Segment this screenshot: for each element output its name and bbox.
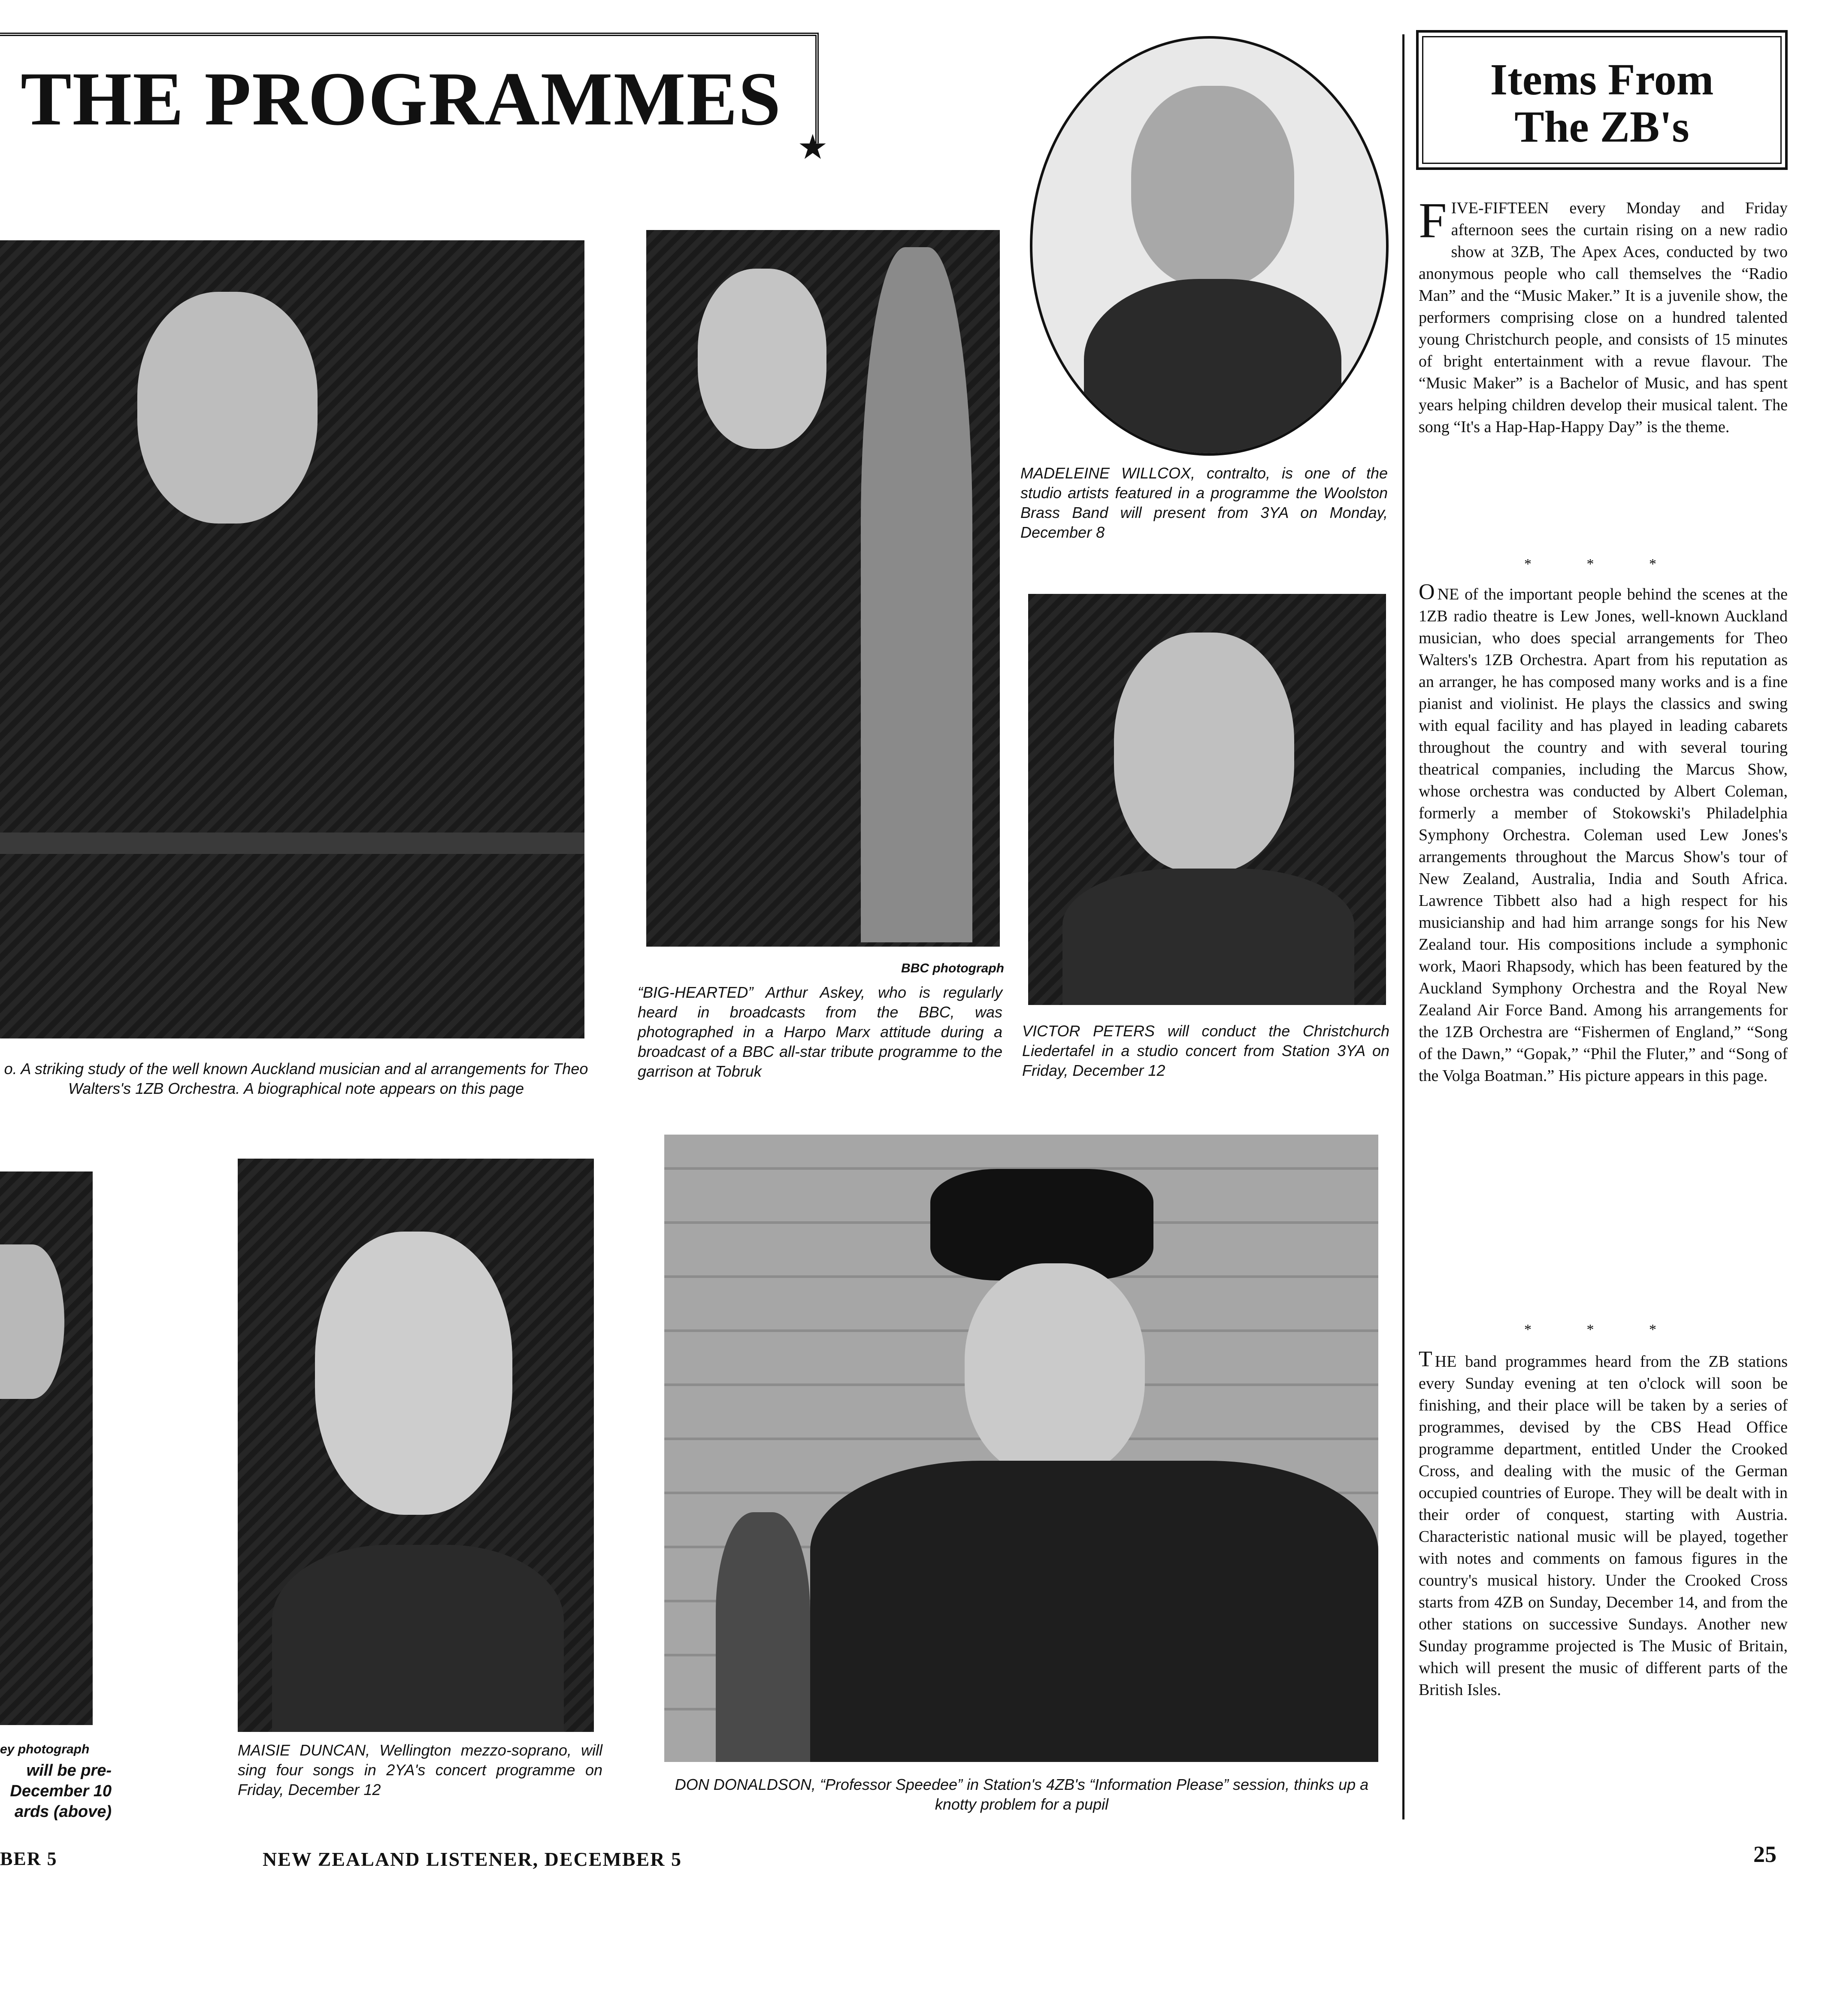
left-photo-credit: ey photograph <box>0 1742 90 1756</box>
caption-partial-left: will be pre- December 10 ards (above) <box>10 1762 112 1821</box>
page-number: 25 <box>1753 1841 1777 1867</box>
sidebar-title-line2: The ZB's <box>1514 102 1689 151</box>
photo-maisie-duncan <box>238 1159 594 1732</box>
photo-lew-jones <box>0 240 584 1038</box>
sidebar-title-line1: Items From <box>1490 55 1714 104</box>
sidebar-paragraph-1 <box>1419 192 1788 438</box>
sidebar-title-box <box>1416 30 1788 170</box>
separator-2: * * * <box>1524 1322 1682 1338</box>
page-title: THE PROGRAMMES <box>21 56 782 141</box>
dropcap-f: F <box>1419 192 1447 248</box>
sidebar-paragraph-3-text: HE band programmes heard from the ZB stations every Sunday evening at ten o'clock will soon be finishing, and their place will be taken by a series of programmes, devised by the CBS Head Office programme department, entitled Under the Crooked Cross, and dealing with the music of the German occupied countries of Europe. They will be dealt with in their order of conquest, starting with Austria. Characteristic national music will be played, together with notes and comments on famous figures in the country's musical history. Under the Crooked Cross starts from 4ZB on Sunday, December 14, and from the other stations on successive Sundays. Another new Sunday programme projected is The Music of Britain, which will present the music of different parts of the British Isles. <box>1419 1353 1788 1699</box>
lead-t: T <box>1419 1347 1432 1371</box>
footer-left: BER 5 <box>0 1848 58 1869</box>
caption-arthur-askey: “BIG-HEARTED” Arthur Askey, who is regularly heard in broadcasts from the BBC, was photographed in a Harpo Marx attitude during a broadcast of a BBC all-star tribute programme to the garrison at Tobruk <box>638 984 1002 1080</box>
caption-maisie-duncan: MAISIE DUNCAN, Wellington mezzo-soprano, will sing four songs in 2YA's concert programme on Friday, December 12 <box>238 1741 602 1798</box>
caption-victor-peters: VICTOR PETERS will conduct the Christchurch Liedertafel in a studio concert from Station 3YA on Friday, December 12 <box>1022 1022 1389 1079</box>
caption-madeleine-willcox: MADELEINE WILLCOX, contralto, is one of the studio artists featured in a programme the Woolston Brass Band will present from 3YA on Monday, December 8 <box>1020 464 1388 541</box>
sidebar-paragraph-1-text: IVE-FIFTEEN every Monday and Friday afternoon sees the curtain rising on a new radio show at 3ZB, The Apex Aces, conducted by two anonymous people who call themselves the “Radio Man” and the “Music Maker.” It is a juvenile show, the performers comprising close on a hundred talented young Christchurch people, and consists of 15 minutes of bright entertainment with a revue flavour. The “Music Maker” is a Bachelor of Music, and has spent years helping children develop their musical talent. The song “It's a Hap-Hap-Happy Day” is the theme. <box>1419 199 1788 436</box>
photo-victor-peters <box>1028 594 1386 1005</box>
sidebar-paragraph-3 <box>1419 1347 1788 1701</box>
star-ornament: ★ <box>797 129 828 166</box>
caption-don-donaldson: DON DONALDSON, “Professor Speedee” in Station's 4ZB's “Information Please” session, thinks up a knotty problem for a pupil <box>675 1776 1369 1813</box>
photo-partial-left <box>0 1171 93 1725</box>
sidebar-paragraph-2-text: NE of the important people behind the scenes at the 1ZB radio theatre is Lew Jones, well-known Auckland musician, who does special arrangements for Theo Walters's 1ZB Orchestra. Apart from his reputation as an arranger, he has composed many works and is a fine pianist and violinist. He plays the classics and swing with equal facility and has played in leading cabarets throughout the country and with several touring theatrical companies, including the Marcus Show, whose orchestra was conducted by Albert Coleman, formerly a member of Stokowski's Philadelphia Symphony Orchestra. Coleman used Lew Jones's arrangements throughout the Marcus Show's tour of New Zealand, Australia, India and South Africa. Lawrence Tibbett also had a high respect for his musicianship and had him arrange songs for his New Zealand tour. His compositions include a symphonic work, Maori Rhapsody, which has been featured by the Auckland Symphony Orchestra and the Royal New Zealand Air Force Band. Among his arrangements for the 1ZB Orchestra are “Fishermen of England,” “Song of the Dawn,” “Gopak,” “Phil the Fluter,” and “Song of the Volga Boatman.” His picture appears in this page. <box>1419 585 1788 1085</box>
lead-o: O <box>1419 580 1435 604</box>
sidebar-paragraph-2 <box>1419 580 1788 1087</box>
photo-madeleine-willcox <box>1030 36 1389 456</box>
caption-lew-jones: o. A striking study of the well known Auckland musician and al arrangements for Theo Walters's 1ZB Orchestra. A biographical note appears on this page <box>4 1060 588 1097</box>
separator-1: * * * <box>1524 556 1682 572</box>
askey-photo-credit: BBC photograph <box>901 961 1004 975</box>
column-rule <box>1402 34 1404 1819</box>
photo-don-donaldson <box>664 1135 1378 1762</box>
footer-center: NEW ZEALAND LISTENER, DECEMBER 5 <box>263 1848 682 1870</box>
photo-arthur-askey <box>646 230 1000 947</box>
